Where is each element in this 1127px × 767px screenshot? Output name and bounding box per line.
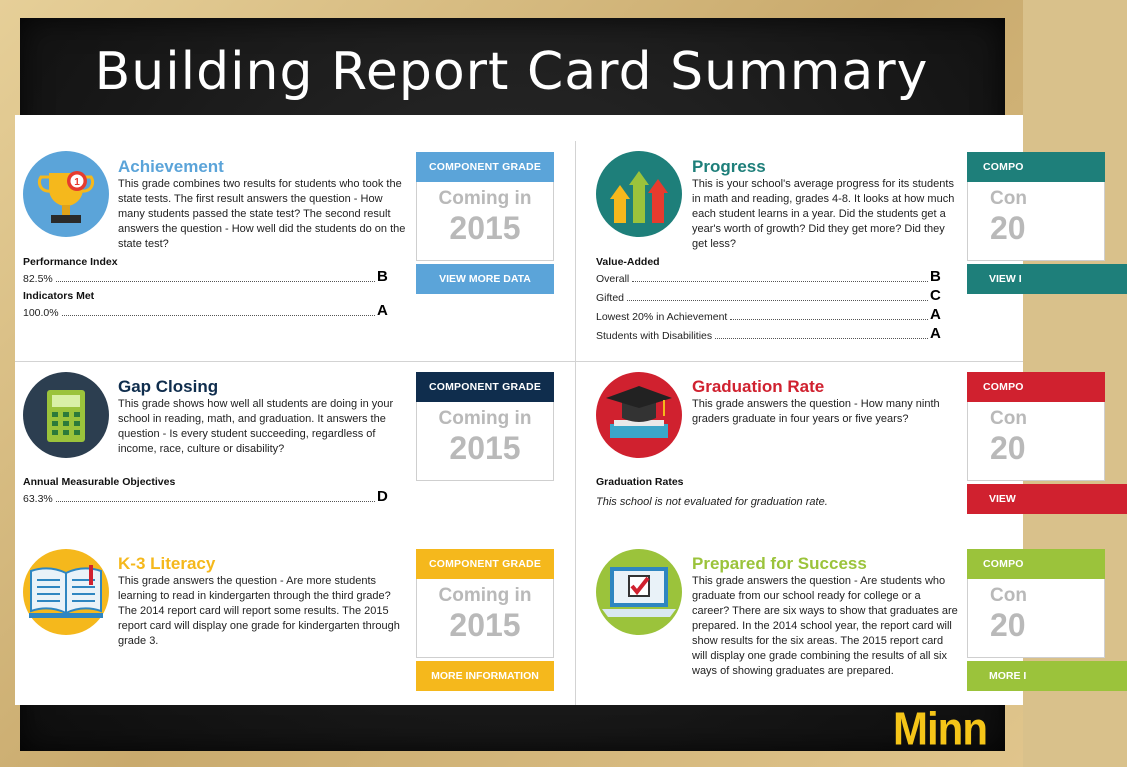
bar-chart-arrows-icon [596, 151, 682, 237]
leader-dots [730, 319, 928, 320]
indicators-met-grade: A [377, 302, 388, 319]
report-card-panel [15, 115, 1027, 705]
achievement-grade-card [416, 152, 554, 261]
svg-text:1: 1 [74, 177, 80, 188]
indicators-met-row [23, 302, 387, 319]
year-label: 20 [990, 430, 1026, 466]
leader-dots [56, 281, 375, 282]
brand-logo-text: Minn [893, 702, 987, 755]
graduation-rate-note: This school is not evaluated for graduation rate. [596, 496, 828, 508]
leader-dots [715, 338, 928, 339]
performance-index-grade: B [377, 268, 388, 285]
indicators-met-value: 100.0% [23, 307, 59, 319]
achievement-title: Achievement [118, 157, 224, 176]
row-grade: A [930, 325, 941, 342]
component-grade-header: COMPONENT GRADE [416, 152, 554, 182]
row-grade: B [930, 268, 941, 285]
calculator-icon [23, 372, 109, 458]
graduation-rates-label: Graduation Rates [596, 476, 684, 488]
gap-closing-description: This grade shows how well all students are doing in your school in reading, math, and graduation. It answers the question - Is every student succeeding, regardless of income, race, culture or disability? [118, 398, 394, 455]
view-more-data-button[interactable]: VIEW [967, 484, 1127, 514]
leader-dots [627, 300, 928, 301]
component-grade-header: COMPO [967, 549, 1105, 579]
row-label: Students with Disabilities [596, 330, 713, 342]
grade-placeholder [416, 182, 554, 261]
grade-placeholder [967, 182, 1105, 261]
amo-label: Annual Measurable Objectives [23, 476, 176, 488]
leader-dots [632, 281, 928, 282]
performance-index-row [23, 268, 387, 285]
year-label: 2015 [449, 210, 521, 246]
more-information-button[interactable]: MORE I [967, 661, 1127, 691]
coming-in-label: Con [990, 585, 1027, 606]
more-information-button[interactable]: MORE INFORMATION [416, 661, 554, 691]
value-added-row [596, 325, 940, 342]
component-grade-header: COMPO [967, 152, 1105, 182]
component-grade-header: COMPO [967, 372, 1105, 402]
amo-row [23, 488, 387, 505]
coming-in-label: Coming in [438, 408, 532, 429]
value-added-row [596, 306, 940, 323]
graduation-rate-description: This grade answers the question - How many ninth graders graduate in four years or five years? [692, 398, 940, 425]
grade-placeholder [967, 402, 1105, 481]
graduation-grade-card [967, 372, 1105, 481]
year-label: 20 [990, 607, 1026, 643]
amo-grade: D [377, 488, 388, 505]
graduation-cap-icon [596, 372, 682, 458]
k3-literacy-title: K-3 Literacy [118, 554, 216, 573]
row-grade: C [930, 287, 941, 304]
grade-placeholder [416, 579, 554, 658]
component-grade-header: COMPONENT GRADE [416, 372, 554, 402]
coming-in-label: Coming in [438, 188, 532, 209]
row-label: Overall [596, 273, 630, 285]
view-more-data-button[interactable]: VIEW MORE DATA [416, 264, 554, 294]
grade-placeholder [967, 579, 1105, 658]
indicators-met-label: Indicators Met [23, 290, 95, 302]
value-added-row [596, 287, 940, 304]
trophy-icon [23, 151, 109, 237]
prepared-for-success-title: Prepared for Success [692, 554, 867, 573]
performance-index-label: Performance Index [23, 256, 118, 268]
progress-grade-card [967, 152, 1105, 261]
row-label: Lowest 20% in Achievement [596, 311, 728, 323]
progress-title: Progress [692, 157, 766, 176]
laptop-checkmark-icon [596, 549, 682, 635]
row-divider [15, 361, 1023, 362]
k3-literacy-description: This grade answers the question - Are more students learning to read in kindergarten through the third grade? The 2014 report card will report some results. The 2015 report card will display one grade for kindergarten through grade 3. [118, 575, 400, 647]
component-grade-header: COMPONENT GRADE [416, 549, 554, 579]
row-grade: A [930, 306, 941, 323]
coming-in-label: Coming in [438, 585, 532, 606]
achievement-description: This grade combines two results for students who took the state tests. The first result answers the question - How many students passed the state test? The second result answers the question - How well did the students do on the state test? [118, 178, 406, 250]
progress-description: This is your school's average progress for its students in math and reading, grades 4-8. It looks at how much each student learns in a year. Did the students get a year's worth of growth? Did they get more? Did they get less? [692, 178, 955, 250]
year-label: 20 [990, 210, 1026, 246]
slide-title: Building Report Card Summary [94, 42, 929, 102]
view-more-data-button[interactable]: VIEW I [967, 264, 1127, 294]
amo-value: 63.3% [23, 493, 53, 505]
k3-literacy-grade-card [416, 549, 554, 658]
leader-dots [56, 501, 375, 502]
open-book-icon [23, 549, 109, 635]
column-divider [575, 141, 576, 705]
value-added-label: Value-Added [596, 256, 660, 268]
leader-dots [62, 315, 375, 316]
graduation-rate-title: Graduation Rate [692, 377, 825, 396]
year-label: 2015 [449, 430, 521, 466]
coming-in-label: Con [990, 188, 1027, 209]
prepared-grade-card [967, 549, 1105, 658]
year-label: 2015 [449, 607, 521, 643]
gap-closing-grade-card [416, 372, 554, 481]
row-label: Gifted [596, 292, 625, 304]
prepared-for-success-description: This grade answers the question - Are students who graduate from our school ready for college or a career? There are six ways to show that graduates are prepared. In the 2014 school year, the report card will show results for the six areas. The 2015 report card will display one grade combining the results of all six ways of showing graduates are prepared. [692, 575, 958, 677]
gap-closing-title: Gap Closing [118, 377, 219, 396]
value-added-row [596, 268, 940, 285]
performance-index-value: 82.5% [23, 273, 53, 285]
grade-placeholder [416, 402, 554, 481]
coming-in-label: Con [990, 408, 1027, 429]
